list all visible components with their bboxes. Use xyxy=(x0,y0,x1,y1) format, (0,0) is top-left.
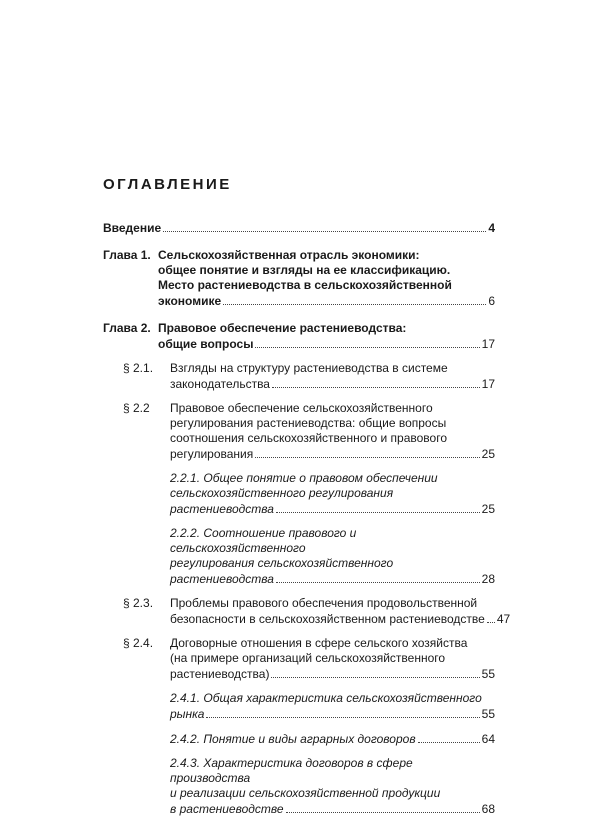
leader-dots xyxy=(487,611,495,623)
entry-line: безопасности в сельскохозяйственном растениеводстве xyxy=(170,612,485,626)
toc-entry-section-2-3[interactable] xyxy=(123,596,511,627)
entry-line: Взгляды на структуру растениеводства в системе xyxy=(170,361,448,375)
page-number: 55 xyxy=(481,667,495,681)
page-number: 28 xyxy=(481,572,495,586)
entry-line: общее понятие и взгляды на ее классификацию. xyxy=(158,263,451,277)
entry-line: 2.4.1. Общая характеристика сельскохозяйственного xyxy=(170,691,482,705)
entry-line: экономике xyxy=(158,294,222,308)
toc-entry-subsection-2-2-1[interactable] xyxy=(170,471,495,517)
entry-line: Проблемы правового обеспечения продовольственной xyxy=(170,596,478,610)
leader-dots xyxy=(272,376,480,388)
entry-line: соотношения сельскохозяйственного и правового xyxy=(170,431,447,445)
toc-entry-chapter-1[interactable] xyxy=(103,248,495,309)
entry-line: сельскохозяйственного регулирования xyxy=(170,486,394,500)
chapter-label: Глава 2. xyxy=(103,321,151,335)
entry-line: регулирования растениеводства: общие вопросы xyxy=(170,416,447,430)
toc-entry-chapter-2[interactable] xyxy=(103,321,495,352)
toc-entry-section-2-1[interactable] xyxy=(123,361,495,392)
entry-line: растениеводства xyxy=(170,572,274,586)
entry-line: в растениеводстве xyxy=(170,802,284,816)
entry-line: рынка xyxy=(170,707,205,721)
page-number: 64 xyxy=(481,732,495,746)
entry-line: Правовое обеспечение сельскохозяйственного xyxy=(170,401,433,415)
page-number: 4 xyxy=(488,221,495,235)
entry-line: Место растениеводства в сельскохозяйственной xyxy=(158,278,452,292)
entry-line: (на примере организаций сельскохозяйственного xyxy=(170,651,446,665)
toc-heading: ОГЛАВЛЕНИЕ xyxy=(103,176,232,193)
leader-dots xyxy=(271,666,479,678)
page-number: 17 xyxy=(481,377,495,391)
entry-line: 2.2.2. Соотношение правового и сельскохозяйственного xyxy=(170,526,357,555)
section-label: § 2.1. xyxy=(123,361,154,375)
leader-dots xyxy=(206,706,479,718)
entry-line: регулирования xyxy=(170,447,254,461)
page-number: 17 xyxy=(481,337,495,351)
entry-line: Договорные отношения в сфере сельского хозяйства xyxy=(170,636,468,650)
entry-line: растениеводства xyxy=(170,502,274,516)
entry-line: 2.2.1. Общее понятие о правовом обеспечении xyxy=(170,471,438,485)
leader-dots xyxy=(276,501,480,513)
entry-line: растениеводства) xyxy=(170,667,270,681)
section-label: § 2.2 xyxy=(123,401,150,415)
section-label: § 2.4. xyxy=(123,636,154,650)
page-number: 25 xyxy=(481,502,495,516)
toc-entry-intro[interactable] xyxy=(103,220,495,236)
leader-dots xyxy=(418,731,480,743)
page-number: 47 xyxy=(496,612,511,626)
page-number: 25 xyxy=(481,447,495,461)
toc-entry-section-2-2[interactable] xyxy=(123,401,495,462)
leader-dots xyxy=(255,446,479,458)
entry-title: Введение xyxy=(103,221,162,235)
toc-entry-subsection-2-4-3[interactable] xyxy=(170,756,495,817)
leader-dots xyxy=(223,293,486,305)
entry-line: Сельскохозяйственная отрасль экономики: xyxy=(158,248,420,262)
table-of-contents xyxy=(103,220,511,826)
section-label: § 2.3. xyxy=(123,596,154,610)
chapter-label: Глава 1. xyxy=(103,248,151,262)
leader-dots xyxy=(255,336,479,348)
leader-dots xyxy=(276,571,480,583)
entry-line: законодательства xyxy=(170,377,270,391)
entry-line: 2.4.2. Понятие и виды аграрных договоров xyxy=(170,732,416,746)
page-number: 68 xyxy=(481,802,495,816)
entry-line: регулирования сельскохозяйственного xyxy=(170,556,394,570)
entry-line: Правовое обеспечение растениеводства: xyxy=(158,321,407,335)
entry-line: 2.4.3. Характеристика договоров в сфере производства xyxy=(170,756,413,785)
toc-entry-subsection-2-4-1[interactable] xyxy=(170,691,495,722)
page-number: 6 xyxy=(488,294,495,308)
leader-dots xyxy=(286,801,480,813)
toc-entry-section-2-4[interactable] xyxy=(123,636,495,682)
toc-entry-subsection-2-2-2[interactable] xyxy=(170,526,495,587)
entry-line: и реализации сельскохозяйственной продукции xyxy=(170,786,441,800)
toc-entry-subsection-2-4-2[interactable] xyxy=(170,731,495,747)
leader-dots xyxy=(163,220,486,232)
entry-line: общие вопросы xyxy=(158,337,254,351)
page-number: 55 xyxy=(481,707,495,721)
